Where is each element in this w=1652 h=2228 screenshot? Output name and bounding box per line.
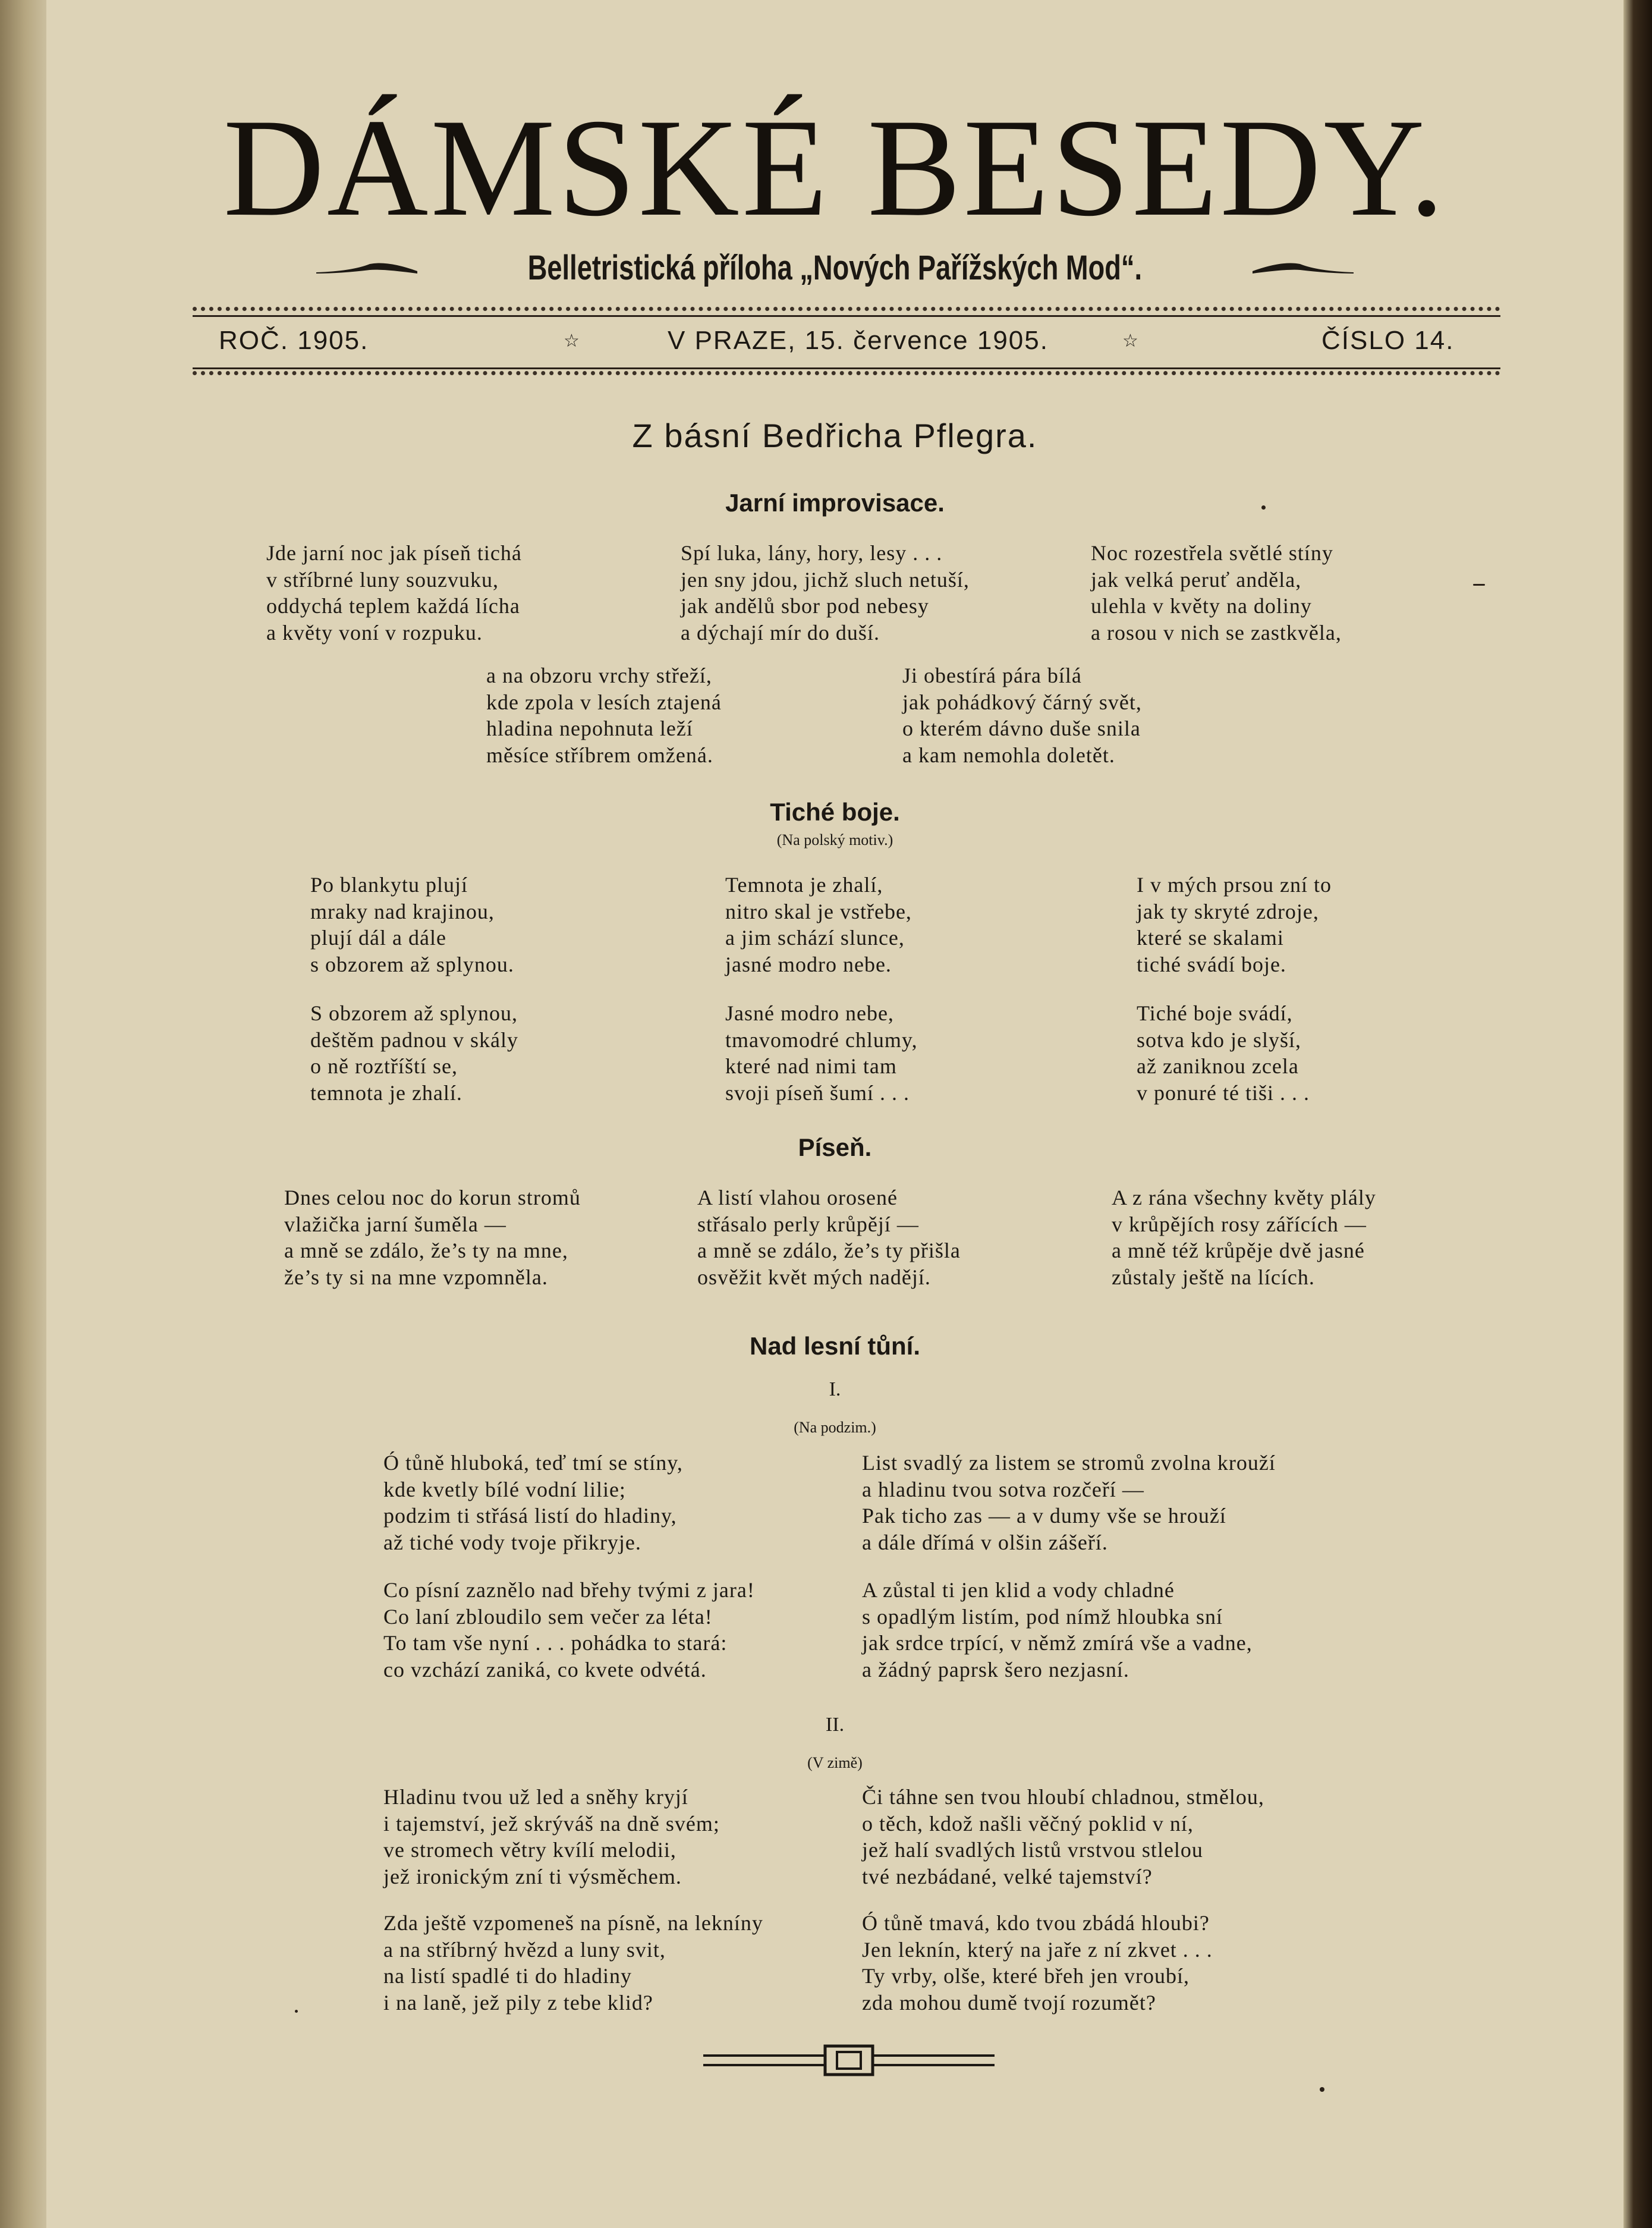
poem-line: Ty vrby, olše, které břeh jen vroubí, [862,1964,1190,1988]
poem-line: o ně roztříští se, [310,1054,458,1078]
poem-line: s obzorem až splynou. [310,952,514,976]
poem-line: a rosou v nich se zastkvěla, [1091,620,1342,645]
poem-line: jak velká peruť anděla, [1091,567,1302,592]
masthead-subtitle: Belletristická příloha „Nových Pařížských Mod“. [527,248,1143,287]
star-ornament-left: ☆ [564,331,581,351]
poem-line: mraky nad krajinou, [310,899,495,923]
masthead-rule-bottom [193,371,1500,375]
poem-line: Temnota je zhalí, [725,873,883,897]
poem-line: sotva kdo je slyší, [1137,1027,1301,1052]
issue-number: ČÍSLO 14. [1321,326,1455,355]
poem-line: S obzorem až splynou, [310,1001,518,1025]
masthead-rule-top [193,307,1500,311]
left-swash-ornament [316,260,417,275]
poem-line: podzim ti střásá listí do hladiny, [383,1504,677,1528]
poem-line: v stříbrné luny souzvuku, [266,567,499,592]
poem-line: ve stromech větry kvílí melodii, [383,1838,676,1862]
poem-line: kde kvetly bílé vodní lilie; [383,1477,626,1501]
poem-stanza [862,1784,1264,1890]
print-speck [1473,584,1485,586]
poem-line: a dále dřímá v olšin zášeří. [862,1530,1108,1554]
poem-line: které nad nimi tam [725,1054,897,1078]
poem-stanza [725,872,912,978]
poem-line: oddychá teplem každá lícha [266,594,520,618]
end-ornament [703,2042,995,2078]
page-edge-shadow [1623,0,1652,2228]
poem-line: a na stříbrný hvězd a luny svit, [383,1937,666,1962]
section-title-pisen: Píseň. [798,1133,872,1161]
poem-line: a žádný paprsk šero nezjasní. [862,1657,1129,1682]
poem-line: Po blankytu plují [310,873,468,897]
poem-stanza [266,540,522,646]
masthead-title: DÁMSKÉ BESEDY. [223,90,1447,246]
poem-line: i na laně, jež pily z tebe klid? [383,1990,653,2015]
masthead-rule-top-thin [193,315,1500,317]
part-note-1: (Na podzim.) [794,1419,876,1436]
poem-line: List svadlý za listem se stromů zvolna krouží [862,1451,1276,1475]
poem-line: Noc rozestřela světlé stíny [1091,541,1333,565]
poem-stanza [902,662,1142,768]
poem-line: temnota je zhalí. [310,1080,462,1105]
poem-line: a dýchají mír do duší. [681,620,880,645]
masthead-rule-bottom-thin [193,367,1500,369]
section-title-nad: Nad lesní tůní. [749,1332,921,1360]
poem-stanza [697,1184,961,1290]
poem-line: zůstaly ještě na lících. [1112,1265,1315,1289]
poem-line: měsíce stříbrem omžená. [486,743,713,767]
poem-line: Ó tůně hluboká, teď tmí se stíny, [383,1451,683,1475]
poem-line: o kterém dávno duše snila [902,717,1141,740]
poem-stanza [383,1784,720,1890]
poem-line: Či táhne sen tvou hloubí chladnou, stmělou, [862,1785,1264,1809]
poem-stanza [284,1184,581,1290]
poem-stanza [1137,872,1332,978]
print-speck [1320,2087,1324,2092]
poem-line: a jim schází slunce, [725,926,905,950]
poem-line: Spí luka, lány, hory, lesy . . . [681,541,943,565]
poem-line: jež halí svadlých listů vrstvou stlelou [862,1838,1203,1862]
poem-line: Co písní zaznělo nad břehy tvými z jara! [383,1578,755,1602]
poem-stanza [486,662,722,768]
poem-stanza [681,540,970,646]
poem-stanza [383,1450,683,1555]
poem-line: vlažička jarní šuměla — [284,1212,506,1236]
place-date: V PRAZE, 15. července 1905. [668,326,1049,355]
poem-line: střásalo perly krůpějí — [697,1212,919,1236]
poem-stanza [862,1450,1276,1555]
poem-line: Jde jarní noc jak píseň tichá [266,541,522,565]
poem-line: I v mých prsou zní to [1137,873,1332,897]
section-title-jarni: Jarní improvisace. [725,489,945,517]
poem-stanza [383,1910,763,2016]
poem-line: zda mohou dumě tvojí rozumět? [862,1990,1156,2015]
poem-stanza [310,1000,518,1106]
poem-line: Ó tůně tmavá, kdo tvou zbádá hloubi? [862,1911,1210,1935]
poem-line: Jasné modro nebe, [725,1001,894,1025]
poem-line: nitro skal je vstřebe, [725,899,912,923]
poem-line: A zůstal ti jen klid a vody chladné [862,1578,1175,1602]
poem-line: Pak ticho zas — a v dumy vše se hrouží [862,1504,1226,1528]
poem-line: plují dál a dále [310,926,446,950]
poem-line: jak andělů sbor pod nebesy [681,594,929,618]
poem-line: kde zpola v lesích ztajená [486,690,722,714]
poem-line: jen sny jdou, jichž sluch netuší, [681,567,970,592]
poem-line: na listí spadlé ti do hladiny [383,1964,632,1988]
poem-stanza [1112,1184,1376,1290]
part-numeral-1: I. [829,1378,841,1400]
poem-line: deštěm padnou v skály [310,1027,518,1052]
poem-line: že’s ty si na mne vzpomněla. [284,1265,548,1289]
poem-line: a mně se zdálo, že’s ty přišla [697,1239,961,1262]
star-ornament-right: ☆ [1122,331,1140,351]
poem-line: o těch, kdož našli věčný poklid v ní, [862,1811,1194,1836]
part-numeral-2: II. [825,1714,845,1736]
poem-line: a květy voní v rozpuku. [266,620,483,645]
poem-line: jež ironickým zní ti výsměchem. [383,1864,682,1888]
poem-line: ulehla v květy na doliny [1091,594,1312,618]
poem-line: jak srdce trpící, v němž zmírá vše a vadne, [862,1631,1253,1655]
poem-line: jak ty skryté zdroje, [1137,899,1319,923]
poem-line: A z rána všechny květy plály [1112,1186,1376,1209]
poem-stanza [310,872,514,978]
poem-line: hladina nepohnuta leží [486,717,693,740]
poem-line: a mně též krůpěje dvě jasné [1112,1239,1365,1262]
poem-stanza [1137,1000,1310,1106]
poem-line: až tiché vody tvoje přikryje. [383,1530,641,1554]
poem-line: v ponuré té tiši . . . [1137,1080,1310,1105]
print-speck [1261,505,1266,510]
poem-line: Ji obestírá pára bílá [902,664,1082,687]
poem-line: a mně se zdálo, že’s ty na mne, [284,1239,568,1262]
right-swash-ornament [1253,260,1354,275]
poem-line: a kam nemohla doletět. [902,743,1115,767]
article-title: Z básní Bedřicha Pflegra. [632,417,1038,454]
poem-line: s opadlým listím, pod nímž hloubka sní [862,1604,1223,1629]
poem-line: Hladinu tvou už led a sněhy kryjí [383,1785,688,1809]
poem-stanza [725,1000,918,1106]
poem-line: Tiché boje svádí, [1137,1001,1293,1025]
poem-line: co vzchází zaniká, co kvete odvétá. [383,1657,707,1682]
poem-line: osvěžit květ mých nadějí. [697,1265,931,1289]
volume-label: ROČ. 1905. [219,326,369,355]
binding-spine [0,0,46,2228]
poem-stanza [862,1577,1253,1683]
poem-stanza [383,1577,755,1683]
section-note-tiche: (Na polský motiv.) [776,831,893,849]
poem-stanza [1091,540,1342,646]
poem-line: a hladinu tvou sotva rozčeří — [862,1477,1144,1501]
print-speck [295,2010,298,2013]
poem-line: Jen leknín, který na jaře z ní zkvet . . . [862,1937,1213,1962]
masthead-subtitle-row [46,244,1623,291]
poem-line: To tam vše nyní . . . pohádka to stará: [383,1631,728,1655]
poem-line: jak pohádkový čárný svět, [902,690,1142,714]
poem-stanza [862,1910,1213,2016]
magazine-page [46,0,1623,2228]
poem-line: Zda ještě vzpomeneš na písně, na lekníny [383,1911,763,1935]
poem-line: Dnes celou noc do korun stromů [284,1186,581,1209]
poem-line: tmavomodré chlumy, [725,1027,918,1052]
poem-line: které se skalami [1137,926,1284,950]
poem-line: až zaniknou zcela [1137,1054,1299,1078]
section-title-tiche: Tiché boje. [770,798,900,826]
poem-line: tiché svádí boje. [1137,952,1286,976]
poem-line: tvé nezbádané, velké tajemství? [862,1864,1153,1888]
poem-line: v krůpějích rosy zářících — [1112,1212,1367,1236]
poem-line: Co laní zbloudilo sem večer za léta! [383,1604,713,1629]
poem-line: i tajemství, jež skrýváš na dně svém; [383,1811,720,1836]
part-note-2: (V zimě) [807,1754,863,1771]
poem-line: jasné modro nebe. [725,952,892,976]
poem-line: a na obzoru vrchy střeží, [486,664,712,687]
poem-line: A listí vlahou orosené [697,1186,898,1209]
poem-line: svoji píseň šumí . . . [725,1080,910,1105]
